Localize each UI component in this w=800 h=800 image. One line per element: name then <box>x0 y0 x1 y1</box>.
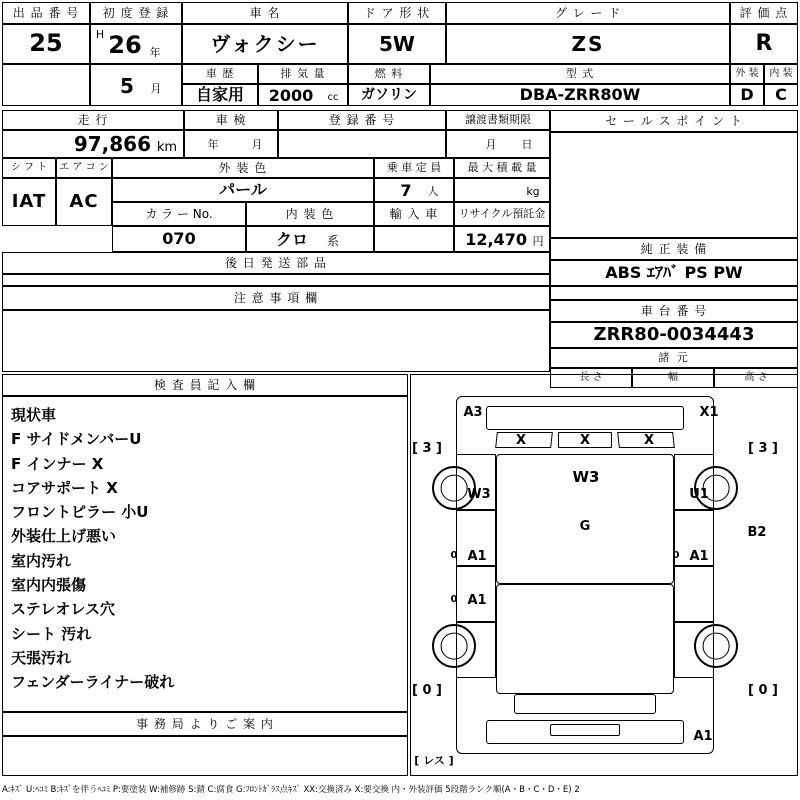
damage-label: U1 <box>689 486 709 502</box>
transfer-deadline-value <box>446 130 550 158</box>
seats-unit: 人 <box>427 185 439 199</box>
displacement-value-cell <box>258 84 348 106</box>
import-value <box>374 226 454 252</box>
dimension-height-label: 高 さ <box>714 368 798 388</box>
equipment-spare <box>550 286 798 300</box>
exterior-color-value: パール <box>112 178 374 202</box>
chassis-number-label: 車 台 番 号 <box>550 300 798 322</box>
grade-label: グ レ ー ド <box>446 2 730 24</box>
damage-label: [ 0 ] <box>412 682 442 698</box>
color-number-label: カ ラ ー No. <box>112 202 246 226</box>
registration-number-label: 登 録 番 号 <box>278 110 446 130</box>
damage-label: A1 <box>467 592 487 608</box>
first-registration-label: 初 度 登 録 <box>90 2 182 24</box>
dimension-width-label: 幅 <box>632 368 714 388</box>
inspector-line: 外装仕上げ悪い <box>11 527 117 546</box>
interior-color-value-cell <box>246 226 374 252</box>
seats-value-cell <box>374 178 454 202</box>
inspector-line: 室内内張傷 <box>11 576 87 595</box>
shaken-label: 車 検 <box>184 110 278 130</box>
inspector-remarks-value <box>2 396 408 712</box>
registration-number-value <box>278 130 446 158</box>
era-letter: H <box>95 28 105 42</box>
damage-label: [ 3 ] <box>748 440 778 456</box>
fuel-value: ガソリン <box>348 84 430 106</box>
shift-label: シ フ ト <box>2 158 56 178</box>
reg-year-value: 26 <box>108 31 142 60</box>
damage-label: A3 <box>463 404 483 420</box>
import-label: 輸 入 車 <box>374 202 454 226</box>
rear-window <box>514 694 656 714</box>
damage-label: [ 0 ] <box>748 682 778 698</box>
inspector-line: 天張汚れ <box>11 648 72 667</box>
damage-label: A1 <box>689 548 709 564</box>
chassis-number-value: ZRR80-0034443 <box>550 322 798 348</box>
damage-label: A1 <box>467 548 487 564</box>
door-marker-right: 0 <box>672 549 680 561</box>
transfer-deadline-label: 譲渡書類期限 <box>446 110 550 130</box>
reg-month-unit: 月 <box>150 82 162 96</box>
damage-label: W3 <box>572 468 600 486</box>
score-value: R <box>730 24 798 64</box>
legend-footer: A:ｷｽﾞ U:ﾍｺﾐ B:ｷｽﾞを伴うﾍｺﾐ P:要塗装 W:補修跡 S:錆 C:腐食 G:ﾌﾛﾝﾄｶﾞﾗｽ点ｷｽﾞ XX:交換済み X:要交換 内・外装評価 5段階ランク順(A・B・C・D・E) 2 <box>2 785 580 795</box>
first-registration-month <box>90 64 182 106</box>
interior-grade-label: 内 装 <box>764 64 798 84</box>
shaken-year-unit: 年 <box>207 138 219 152</box>
damage-label: A1 <box>693 728 713 744</box>
factory-equipment-label: 純 正 装 備 <box>550 238 798 260</box>
ac-value: AC <box>56 178 112 226</box>
seats-label: 乗 車 定 員 <box>374 158 454 178</box>
office-notice-label: 事 務 局 よ り ご 案 内 <box>2 712 408 736</box>
shift-value: IAT <box>2 178 56 226</box>
mileage-unit: km <box>156 140 178 156</box>
recycle-deposit-unit: 円 <box>532 235 544 249</box>
right-rear-door <box>674 566 714 622</box>
recycle-deposit-value-cell <box>454 226 550 252</box>
exterior-grade-label: 外 装 <box>730 64 764 84</box>
later-shipped-parts-value <box>2 274 550 286</box>
damage-label: G <box>579 518 591 534</box>
displacement-label: 排 気 量 <box>258 64 348 84</box>
fuel-label: 燃 料 <box>348 64 430 84</box>
inspector-line: フェンダーライナー破れ <box>11 673 175 692</box>
inspector-line: フロントピラー 小U <box>11 503 149 522</box>
car-name-value: ヴォクシー <box>182 24 348 64</box>
color-number-value: 070 <box>112 226 246 252</box>
damage-label: [ レス ] <box>414 754 454 767</box>
damage-diagram <box>410 376 798 774</box>
history-value: 自家用 <box>182 84 258 106</box>
max-load-label: 最 大 積 載 量 <box>454 158 550 178</box>
interior-color-label: 内 装 色 <box>246 202 374 226</box>
interior-color-suffix: 系 <box>326 233 339 248</box>
door-marker-left-rear: 0 <box>450 593 458 605</box>
max-load-unit: kg <box>526 185 540 199</box>
damage-label: X <box>579 432 591 448</box>
recycle-deposit-value: 12,470 <box>465 229 527 249</box>
sales-point-value <box>550 132 798 238</box>
caution-label: 注 意 事 項 欄 <box>2 286 550 310</box>
exterior-color-label: 外 装 色 <box>112 158 374 178</box>
front-bumper <box>486 406 684 430</box>
car-name-label: 車 名 <box>182 2 348 24</box>
model-code-label: 型 式 <box>430 64 730 84</box>
shaken-value-cell <box>184 130 278 158</box>
lot-number-label: 出 品 番 号 <box>2 2 90 24</box>
inspector-line: 室内汚れ <box>11 551 72 570</box>
cargo-area <box>496 584 674 694</box>
shaken-month-unit: 月 <box>251 138 263 152</box>
inspector-line: F サイドメンバーU <box>11 430 142 449</box>
mileage-value-cell <box>2 130 184 158</box>
mileage-label: 走 行 <box>2 110 184 130</box>
model-code-value: DBA-ZRR80W <box>430 84 730 106</box>
wheel-rear-left <box>432 624 476 668</box>
exterior-grade-value: D <box>730 84 764 106</box>
dimensions-label: 諸 元 <box>550 348 798 368</box>
seats-value: 7 <box>400 180 412 200</box>
damage-label: X1 <box>699 404 719 420</box>
displacement-unit: cc <box>327 91 339 103</box>
damage-label: [ 3 ] <box>412 440 442 456</box>
reg-year-unit: 年 <box>149 46 161 60</box>
inspector-line: コアサポート X <box>11 478 118 497</box>
inspector-line: シート 汚れ <box>11 624 92 643</box>
door-type-label: ド ア 形 状 <box>348 2 446 24</box>
dimension-length-label: 長 さ <box>550 368 632 388</box>
score-label: 評 価 点 <box>730 2 798 24</box>
max-load-value-cell <box>454 178 550 202</box>
rear-plate <box>550 724 620 736</box>
inspector-line-list <box>11 403 399 695</box>
displacement-value: 2000 <box>268 85 314 105</box>
ac-label: エ ア コ ン <box>56 158 112 178</box>
damage-label: B2 <box>747 524 767 540</box>
interior-grade-value: C <box>764 84 798 106</box>
transfer-month-unit: 月 <box>485 138 497 152</box>
factory-equipment-value: ABS ｴｱﾊﾞ PS PW <box>550 260 798 286</box>
office-notice-value <box>2 736 408 776</box>
recycle-deposit-label: リサイクル預託金 <box>454 202 550 226</box>
transfer-day-unit: 日 <box>521 138 533 152</box>
door-marker-left: 0 <box>450 549 458 561</box>
inspector-line: 現状車 <box>11 406 57 424</box>
door-type-value: 5W <box>348 24 446 64</box>
first-registration-value <box>90 24 182 64</box>
sales-point-label: セ ー ル ス ポ イ ン ト <box>550 110 798 132</box>
wheel-rear-right <box>694 624 738 668</box>
history-label: 車 歴 <box>182 64 258 84</box>
inspector-remarks-label: 検 査 員 記 入 欄 <box>2 374 408 396</box>
damage-label: X <box>515 432 527 448</box>
damage-label: W3 <box>467 486 491 502</box>
grade-value: ZS <box>446 24 730 64</box>
inspector-line: F インナー X <box>11 454 104 473</box>
later-shipped-parts-label: 後 日 発 送 部 品 <box>2 252 550 274</box>
lot-number-value: 25 <box>2 24 90 64</box>
damage-label: X <box>643 432 655 448</box>
mileage-value: 97,866 <box>73 132 151 156</box>
caution-value <box>2 310 550 372</box>
lot-number-spare <box>2 64 90 106</box>
interior-color-value: クロ <box>275 229 308 249</box>
inspector-line: ステレオレス穴 <box>11 600 115 619</box>
reg-month-value: 5 <box>120 73 134 98</box>
